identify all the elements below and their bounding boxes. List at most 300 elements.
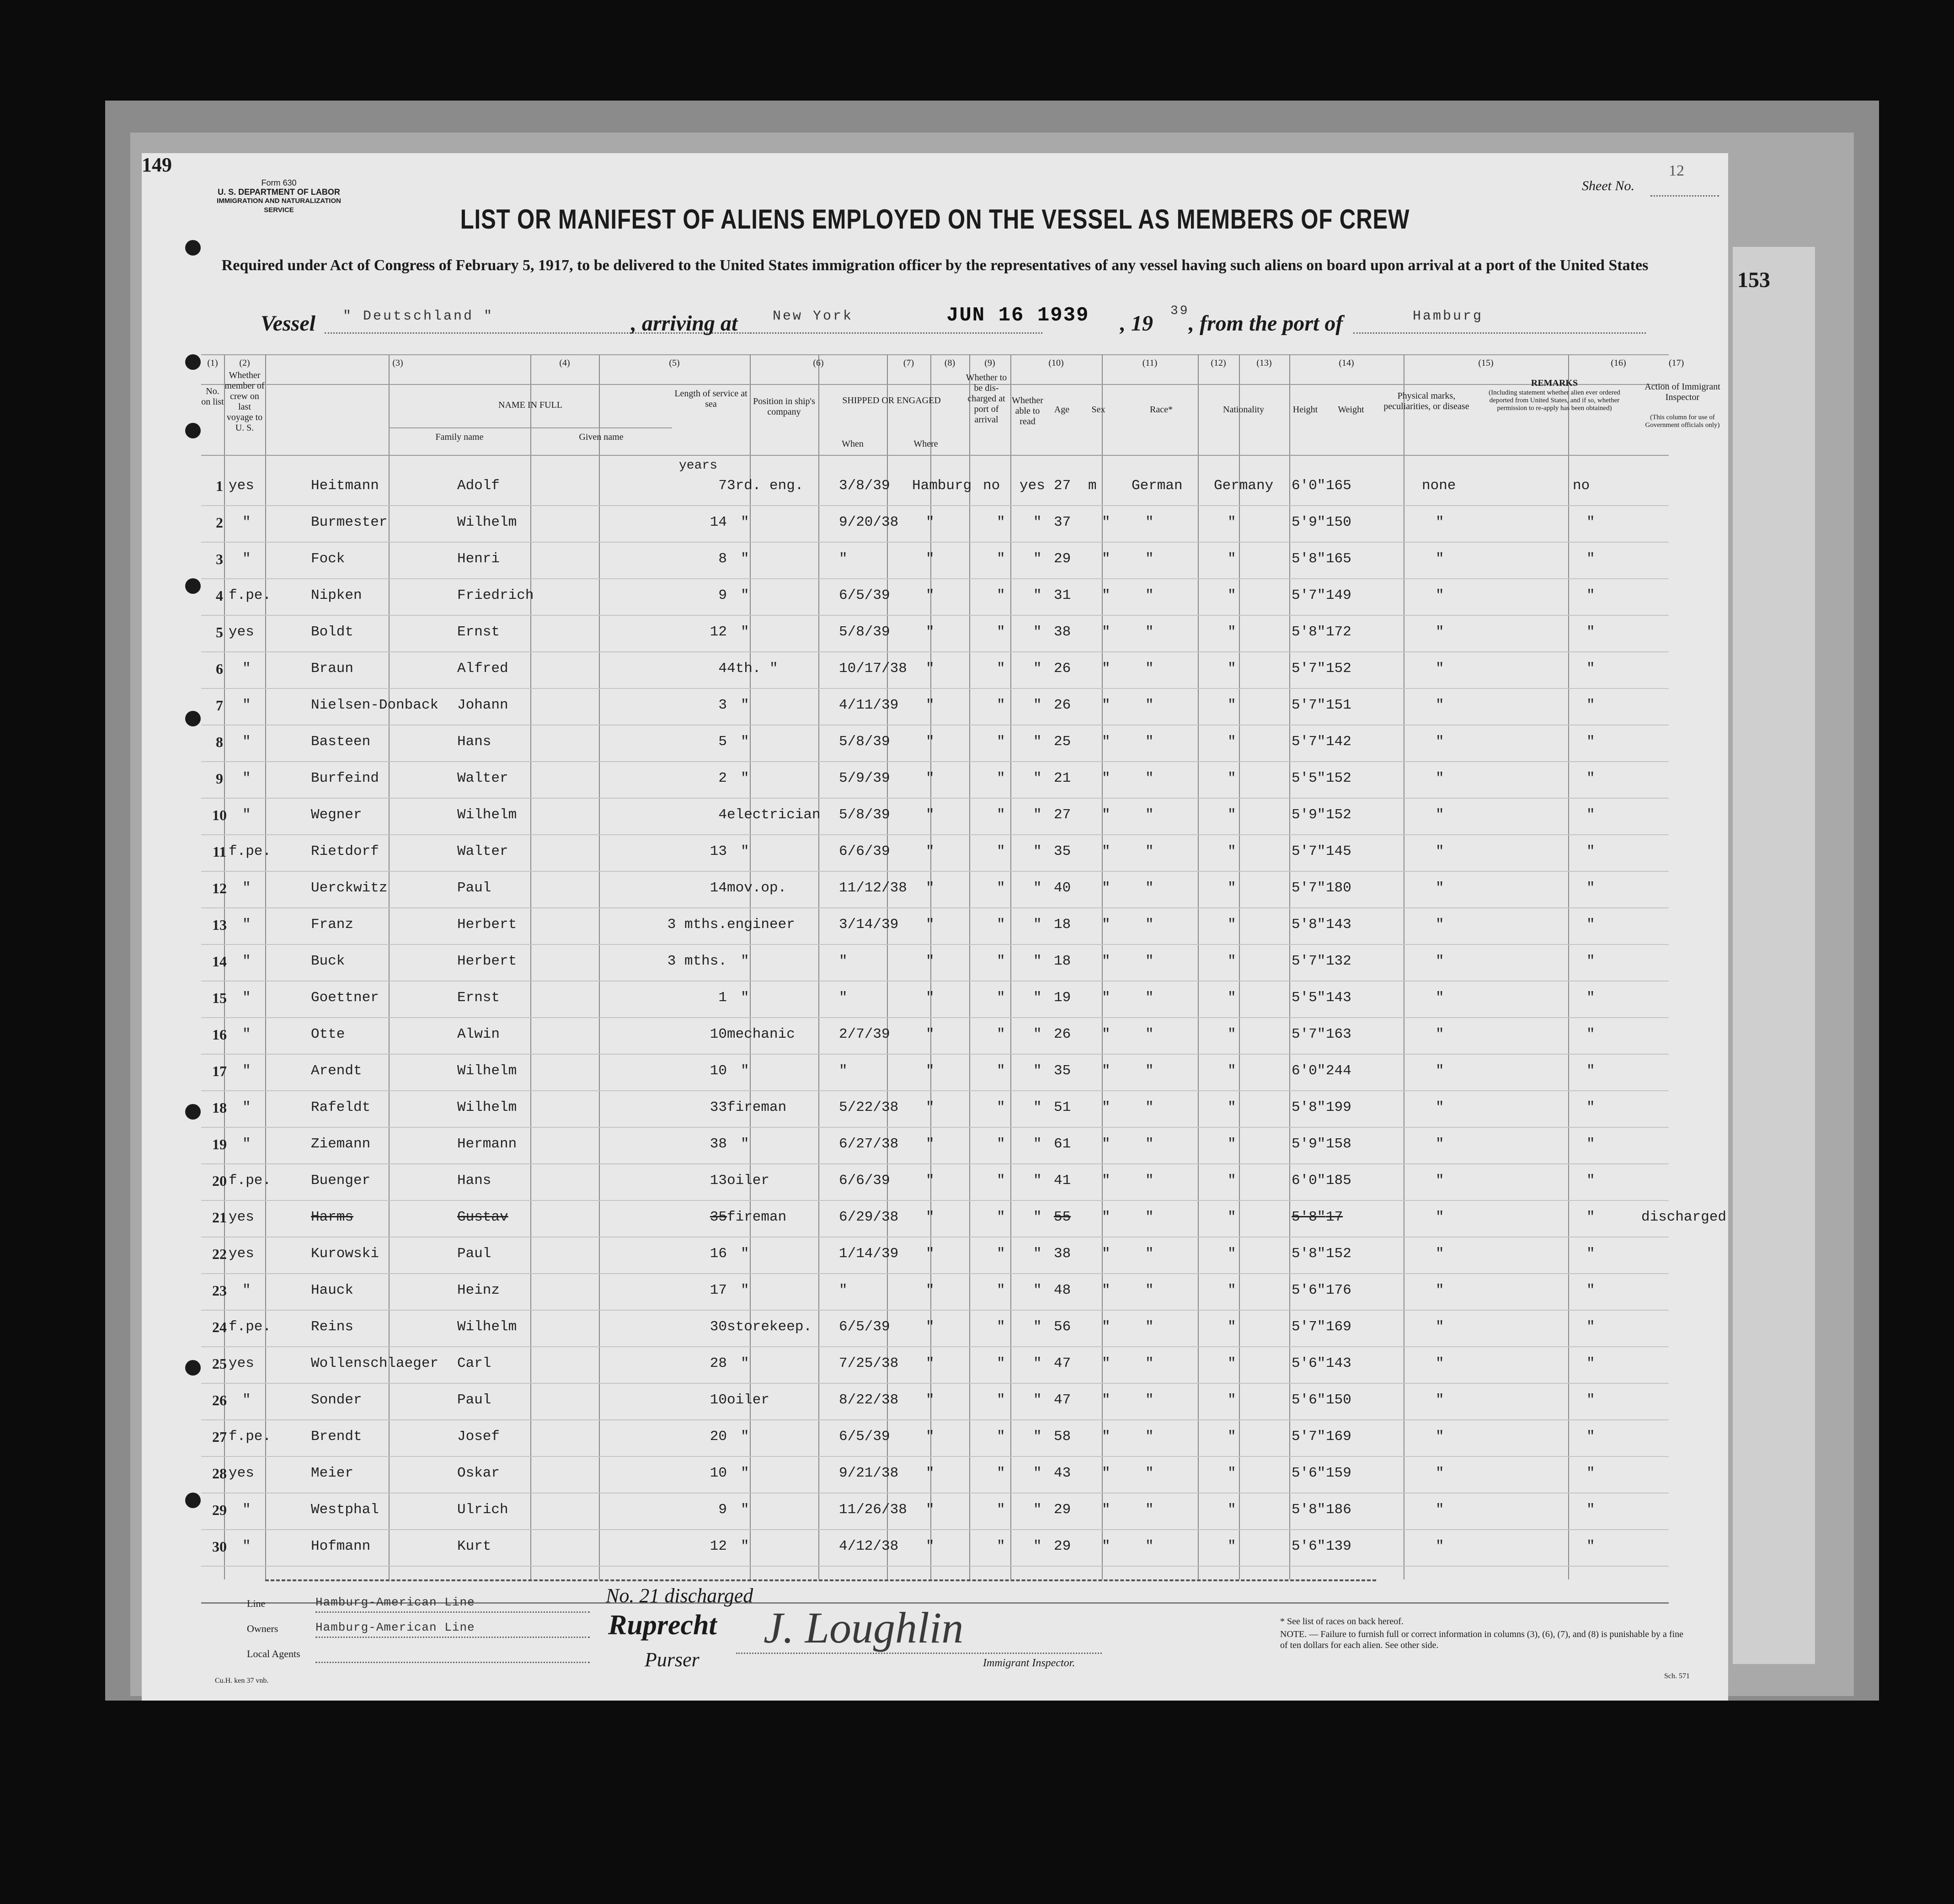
cell-weight: 132 — [1326, 953, 1351, 969]
row-rule — [201, 1127, 1669, 1128]
year: 39 — [1170, 304, 1190, 318]
cell-no: 2 — [216, 514, 223, 531]
cell-no: 5 — [216, 624, 223, 640]
cell-prev: " — [242, 551, 251, 567]
cell-age: 29 — [1054, 1502, 1071, 1518]
cell-when: 6/6/39 — [839, 843, 890, 859]
cell-when: 6/27/38 — [839, 1136, 899, 1152]
row-rule — [201, 1346, 1669, 1347]
department: U. S. DEPARTMENT OF LABOR — [218, 187, 340, 197]
row-rule — [201, 688, 1669, 689]
cell-prev: " — [242, 953, 251, 969]
header-c12: Nationality — [1223, 405, 1264, 415]
cell-weight: 151 — [1326, 697, 1351, 713]
cell-family: Arendt — [311, 1063, 362, 1079]
cell-disch: no — [983, 478, 1000, 494]
cell-where: " — [926, 990, 934, 1006]
cell-age: 47 — [1054, 1355, 1071, 1371]
cell-prev: " — [242, 514, 251, 530]
cell-where: " — [926, 953, 934, 969]
cell-height: 5'8" — [1292, 551, 1326, 567]
cell-age: 19 — [1054, 990, 1071, 1006]
row-rule — [201, 1310, 1669, 1311]
cell-no: 19 — [212, 1136, 227, 1152]
cell-position: electrician — [727, 807, 821, 823]
cell-given: Paul — [457, 1246, 491, 1262]
cell-weight: 150 — [1326, 1392, 1351, 1408]
cell-family: Rafeldt — [311, 1099, 371, 1115]
cell-disch: " — [997, 880, 1005, 896]
header-c1: No. on list — [201, 386, 224, 407]
header-subrule — [389, 427, 672, 428]
cell-prev: " — [242, 807, 251, 823]
cell-remarks: " — [1586, 1392, 1595, 1408]
cell-service: 10 — [710, 1026, 727, 1042]
vessel-name: " Deutschland " — [343, 309, 494, 324]
cell-position: engineer — [727, 917, 795, 933]
cell-marks: " — [1436, 1319, 1444, 1335]
cell-remarks: " — [1586, 1063, 1595, 1079]
cell-family: Otte — [311, 1026, 345, 1042]
header-c11: Race* — [1150, 405, 1173, 415]
header-c3a: Family name — [435, 432, 484, 442]
header-n11: (11) — [1142, 358, 1158, 368]
cell-age: 38 — [1054, 1246, 1071, 1262]
cell-weight: 244 — [1326, 1063, 1351, 1079]
cell-given: Walter — [457, 843, 508, 859]
cell-disch: " — [997, 1355, 1005, 1371]
table-row — [201, 880, 1669, 917]
cell-position: " — [741, 1502, 749, 1518]
cell-race: " — [1145, 587, 1154, 603]
row-rule — [201, 871, 1669, 872]
cell-where: Hamburg — [912, 478, 972, 494]
cell-service: 3 — [718, 697, 727, 713]
cell-sex: " — [1102, 514, 1110, 530]
cell-nat: " — [1228, 807, 1236, 823]
cell-prev: yes — [229, 624, 254, 640]
cell-nat: " — [1228, 1136, 1236, 1152]
cell-position: mov.op. — [727, 880, 787, 896]
punch-hole — [185, 1104, 201, 1120]
cell-prev: " — [242, 1136, 251, 1152]
cell-sex: " — [1102, 1502, 1110, 1518]
cell-when: 10/17/38 — [839, 661, 907, 677]
cell-marks: " — [1436, 953, 1444, 969]
cell-marks: " — [1436, 770, 1444, 786]
cell-prev: " — [242, 661, 251, 677]
cell-remarks: " — [1586, 514, 1595, 530]
header-n3: (3) — [392, 358, 403, 368]
cell-position: " — [741, 587, 749, 603]
cell-given: Herbert — [457, 953, 517, 969]
cell-nat: " — [1228, 953, 1236, 969]
cell-nat: " — [1228, 587, 1236, 603]
cell-where: " — [926, 587, 934, 603]
cell-when: 11/12/38 — [839, 880, 907, 896]
header-n5: (5) — [669, 358, 680, 368]
cell-position: oiler — [727, 1173, 770, 1189]
cell-family: Buenger — [311, 1173, 371, 1189]
cell-sex: " — [1102, 734, 1110, 750]
cell-race: " — [1145, 1026, 1154, 1042]
cell-given: Wilhelm — [457, 1063, 517, 1079]
cell-race: " — [1145, 917, 1154, 933]
cell-no: 7 — [216, 697, 223, 714]
cell-no: 24 — [212, 1319, 227, 1335]
cell-family: Braun — [311, 661, 354, 677]
cell-no: 18 — [212, 1099, 227, 1116]
cell-given: Carl — [457, 1355, 491, 1371]
cell-where: " — [926, 697, 934, 713]
cell-given: Johann — [457, 697, 508, 713]
cell-action: discharged — [1641, 1209, 1727, 1225]
cell-prev: " — [242, 1502, 251, 1518]
cell-weight: 152 — [1326, 807, 1351, 823]
cell-remarks: " — [1586, 1209, 1595, 1225]
inspector-rule — [736, 1653, 1102, 1654]
cell-sex: " — [1102, 1099, 1110, 1115]
column-divider — [1198, 354, 1199, 1579]
cell-no: 16 — [212, 1026, 227, 1043]
owners-label: Owners — [247, 1623, 278, 1634]
cell-no: 17 — [212, 1063, 227, 1079]
edge-number: 153 — [1737, 268, 1770, 292]
header-c5: Position in ship's company — [753, 396, 815, 417]
table-row — [201, 1063, 1669, 1099]
cell-age: 21 — [1054, 770, 1071, 786]
cell-sex: " — [1102, 697, 1110, 713]
date-stamp: JUN 16 1939 — [946, 304, 1089, 327]
cell-weight: 139 — [1326, 1538, 1351, 1554]
cell-weight: 143 — [1326, 917, 1351, 933]
crew-table — [201, 354, 1727, 1579]
header-n12: (12) — [1211, 358, 1226, 368]
cell-disch: " — [997, 953, 1005, 969]
cell-marks: " — [1436, 551, 1444, 567]
cell-prev: yes — [229, 1465, 254, 1481]
cell-height: 5'7" — [1292, 880, 1326, 896]
cell-service: 38 — [710, 1136, 727, 1152]
cell-disch: " — [997, 917, 1005, 933]
cell-position: 4th. " — [727, 661, 778, 677]
cell-prev: f.pe. — [229, 587, 272, 603]
cell-given: Gustav — [457, 1209, 508, 1225]
cell-height: 5'8" — [1292, 1099, 1326, 1115]
punch-hole — [185, 1493, 201, 1508]
cell-nat: " — [1228, 1429, 1236, 1445]
cell-disch: " — [997, 1392, 1005, 1408]
cell-marks: " — [1436, 624, 1444, 640]
cell-position: mechanic — [727, 1026, 795, 1042]
table-row — [201, 953, 1669, 990]
header-c16: REMARKS — [1531, 378, 1578, 388]
cell-service: 20 — [710, 1429, 727, 1445]
table-row — [201, 1465, 1669, 1502]
cell-position: " — [741, 843, 749, 859]
cell-service: 17 — [710, 1282, 727, 1298]
cell-disch: " — [997, 1282, 1005, 1298]
cell-when: 6/5/39 — [839, 1319, 890, 1335]
cell-remarks: " — [1586, 990, 1595, 1006]
row-rule — [201, 944, 1669, 945]
cell-height: 5'7" — [1292, 661, 1326, 677]
cell-weight: 152 — [1326, 1246, 1351, 1262]
cell-service: 4 — [718, 807, 727, 823]
header-n13: (13) — [1256, 358, 1272, 368]
cell-where: " — [926, 807, 934, 823]
row-rule — [201, 798, 1669, 799]
cell-family: Nielsen-Donback — [311, 697, 439, 713]
cell-height: 5'7" — [1292, 1319, 1326, 1335]
cell-race: " — [1145, 953, 1154, 969]
table-row — [201, 1173, 1669, 1209]
inspector-signature: J. Loughlin — [763, 1603, 964, 1652]
cell-position: 3rd. eng. — [727, 478, 804, 494]
cell-when: 5/8/39 — [839, 807, 890, 823]
schedule-number: Sch. 571 — [1664, 1672, 1690, 1680]
cell-height: 6'0" — [1292, 478, 1326, 494]
header-c10: Sex — [1091, 405, 1105, 415]
cell-where: " — [926, 770, 934, 786]
cell-height: 5'9" — [1292, 1136, 1326, 1152]
cell-position: oiler — [727, 1392, 770, 1408]
cell-nat: " — [1228, 1502, 1236, 1518]
cell-race: " — [1145, 1246, 1154, 1262]
cell-when: " — [839, 1063, 848, 1079]
cell-position: " — [741, 1282, 749, 1298]
punch-hole — [185, 578, 201, 594]
cell-no: 11 — [212, 843, 227, 860]
row-rule — [201, 1200, 1669, 1201]
from-port: Hamburg — [1413, 309, 1484, 324]
cell-marks: " — [1436, 1099, 1444, 1115]
cell-read: " — [1033, 990, 1042, 1006]
cell-given: Ulrich — [457, 1502, 508, 1518]
arriving-port: New York — [773, 309, 854, 324]
cell-where: " — [926, 1136, 934, 1152]
cell-marks: " — [1436, 587, 1444, 603]
cell-prev: f.pe. — [229, 1319, 272, 1335]
adjacent-page-edge — [1733, 247, 1815, 1664]
cell-marks: " — [1436, 1355, 1444, 1371]
cell-weight: 186 — [1326, 1502, 1351, 1518]
cell-sex: " — [1102, 587, 1110, 603]
cell-race: " — [1145, 697, 1154, 713]
cell-where: " — [926, 1319, 934, 1335]
cell-nat: Germany — [1214, 478, 1274, 494]
cell-family: Harms — [311, 1209, 354, 1225]
cell-race: " — [1145, 1319, 1154, 1335]
cell-prev: " — [242, 917, 251, 933]
cell-remarks: " — [1586, 807, 1595, 823]
cell-disch: " — [997, 1136, 1005, 1152]
cell-nat: " — [1228, 843, 1236, 859]
cell-when: " — [839, 551, 848, 567]
cell-service: 3 mths. — [667, 953, 727, 969]
cell-nat: " — [1228, 1282, 1236, 1298]
cell-read: yes — [1020, 478, 1045, 494]
header-c13: Height — [1292, 405, 1318, 415]
cell-height: 5'7" — [1292, 587, 1326, 603]
cell-no: 25 — [212, 1355, 227, 1372]
cell-given: Ernst — [457, 990, 500, 1006]
cell-disch: " — [997, 697, 1005, 713]
cell-remarks: " — [1586, 661, 1595, 677]
cell-service: 9 — [718, 587, 727, 603]
cell-given: Alwin — [457, 1026, 500, 1042]
cell-nat: " — [1228, 1465, 1236, 1481]
cell-age: 26 — [1054, 697, 1071, 713]
cell-service: 10 — [710, 1063, 727, 1079]
cell-position: fireman — [727, 1209, 787, 1225]
cell-family: Rietdorf — [311, 843, 379, 859]
cell-weight: 158 — [1326, 1136, 1351, 1152]
cell-position: " — [741, 1465, 749, 1481]
cell-disch: " — [997, 514, 1005, 530]
cell-position: fireman — [727, 1099, 787, 1115]
cell-when: 6/5/39 — [839, 1429, 890, 1445]
cell-race: " — [1145, 990, 1154, 1006]
cell-read: " — [1033, 880, 1042, 896]
row-rule — [201, 542, 1669, 543]
cell-service: 14 — [710, 880, 727, 896]
cell-race: " — [1145, 1538, 1154, 1554]
cell-sex: " — [1102, 770, 1110, 786]
cell-disch: " — [997, 1063, 1005, 1079]
cell-read: " — [1033, 1538, 1042, 1554]
cell-where: " — [926, 1538, 934, 1554]
cell-marks: " — [1436, 1246, 1444, 1262]
cell-race: " — [1145, 1282, 1154, 1298]
cell-read: " — [1033, 624, 1042, 640]
cell-read: " — [1033, 1173, 1042, 1189]
cell-age: 25 — [1054, 734, 1071, 750]
cell-race: " — [1145, 807, 1154, 823]
cell-nat: " — [1228, 770, 1236, 786]
cell-family: Burmester — [311, 514, 388, 530]
table-row — [201, 1026, 1669, 1063]
header-c4: Length of service at sea — [674, 389, 747, 409]
column-divider — [599, 354, 600, 1579]
cell-disch: " — [997, 843, 1005, 859]
cell-no: 29 — [212, 1502, 227, 1518]
cell-age: 58 — [1054, 1429, 1071, 1445]
cell-no: 26 — [212, 1392, 227, 1408]
cell-height: 5'7" — [1292, 734, 1326, 750]
cell-read: " — [1033, 1099, 1042, 1115]
cell-read: " — [1033, 1355, 1042, 1371]
from-label: , from the port of — [1189, 311, 1343, 336]
cell-no: 13 — [212, 917, 227, 933]
cell-disch: " — [997, 661, 1005, 677]
cell-position: " — [741, 1429, 749, 1445]
table-row — [201, 734, 1669, 770]
cell-remarks: " — [1586, 770, 1595, 786]
header-rule — [201, 384, 1669, 385]
cell-height: 5'8" — [1292, 1246, 1326, 1262]
cell-family: Westphal — [311, 1502, 379, 1518]
cell-age: 18 — [1054, 917, 1071, 933]
cell-read: " — [1033, 1392, 1042, 1408]
cell-service: 12 — [710, 624, 727, 640]
cell-remarks: " — [1586, 917, 1595, 933]
column-divider — [969, 354, 970, 1579]
cell-weight: 169 — [1326, 1319, 1351, 1335]
cell-service: 5 — [718, 734, 727, 750]
purser-title: Purser — [645, 1648, 699, 1671]
cell-disch: " — [997, 551, 1005, 567]
cell-disch: " — [997, 1502, 1005, 1518]
cell-age: 26 — [1054, 661, 1071, 677]
cell-weight: 169 — [1326, 1429, 1351, 1445]
cell-sex: " — [1102, 843, 1110, 859]
cell-read: " — [1033, 1502, 1042, 1518]
cell-read: " — [1033, 1136, 1042, 1152]
cell-no: 20 — [212, 1173, 227, 1189]
cell-age: 18 — [1054, 953, 1071, 969]
cell-prev: yes — [229, 1209, 254, 1225]
cell-age: 29 — [1054, 1538, 1071, 1554]
cell-service: 13 — [710, 1173, 727, 1189]
column-divider — [1239, 354, 1240, 1579]
cell-service: 7 — [718, 478, 727, 494]
cell-sex: " — [1102, 1209, 1110, 1225]
row-rule — [201, 1273, 1669, 1274]
cell-race: " — [1145, 734, 1154, 750]
cell-remarks: " — [1586, 1355, 1595, 1371]
cell-when: 11/26/38 — [839, 1502, 907, 1518]
from-line — [1353, 332, 1646, 334]
cell-position: " — [741, 514, 749, 530]
cell-marks: " — [1436, 1026, 1444, 1042]
cell-marks: " — [1436, 1538, 1444, 1554]
row-rule — [201, 1566, 1669, 1567]
cell-height: 5'8" — [1292, 1209, 1326, 1225]
header-n9: (9) — [984, 358, 995, 368]
cell-when: 3/14/39 — [839, 917, 899, 933]
sheet-number: 12 — [1669, 162, 1684, 179]
cell-weight: 145 — [1326, 843, 1351, 859]
cell-weight: 17 — [1326, 1209, 1343, 1225]
cell-nat: " — [1228, 661, 1236, 677]
cell-given: Hans — [457, 1173, 491, 1189]
cell-family: Nipken — [311, 587, 362, 603]
cell-family: Meier — [311, 1465, 354, 1481]
cell-no: 8 — [216, 734, 223, 750]
cell-no: 10 — [212, 807, 227, 823]
cell-race: " — [1145, 1429, 1154, 1445]
cell-nat: " — [1228, 1392, 1236, 1408]
sheet-number-line — [1650, 195, 1719, 197]
cell-weight: 150 — [1326, 514, 1351, 530]
cell-family: Franz — [311, 917, 354, 933]
cell-read: " — [1033, 1026, 1042, 1042]
cell-age: 56 — [1054, 1319, 1071, 1335]
cell-prev: " — [242, 1063, 251, 1079]
cell-height: 6'0" — [1292, 1063, 1326, 1079]
table-row — [201, 917, 1669, 953]
cell-read: " — [1033, 661, 1042, 677]
cell-where: " — [926, 1209, 934, 1225]
line-label: Line — [247, 1598, 266, 1609]
list-end-rule — [265, 1579, 1376, 1581]
cell-remarks: " — [1586, 697, 1595, 713]
owners-rule — [315, 1637, 590, 1638]
cell-prev: f.pe. — [229, 1429, 272, 1445]
cell-where: " — [926, 880, 934, 896]
table-row — [201, 1246, 1669, 1282]
